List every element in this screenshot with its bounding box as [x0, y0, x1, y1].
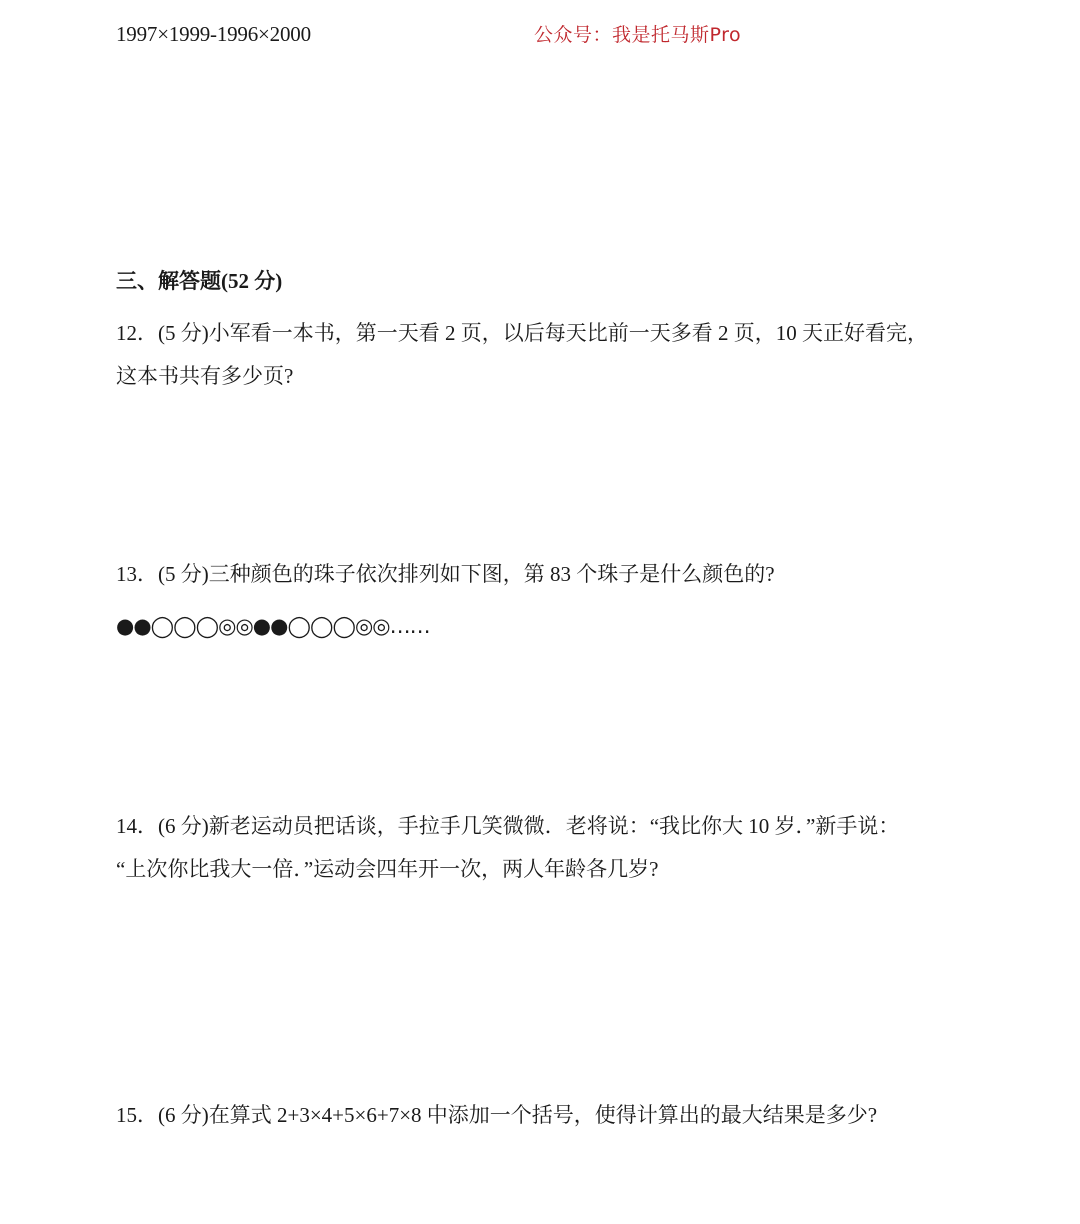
question-12-line-2: 这本书共有多少页? [116, 364, 294, 388]
bead-sequence-figure: ●●◯◯◯◎◎●●◯◯◯◎◎…… [116, 614, 430, 638]
question-14-line-2: “上次你比我大一倍．”运动会四年开一次，两人年龄各几岁? [116, 857, 659, 881]
question-14-line-1: 14．(6 分)新老运动员把话谈，手拉手几笑微微．老将说：“我比你大 10 岁．”新手说： [116, 814, 900, 838]
previous-expression: 1997×1999-1996×2000 [116, 22, 311, 46]
question-12-line-1: 12．(5 分)小军看一本书，第一天看 2 页，以后每天比前一天多看 2 页，10 天正好看完， [116, 321, 928, 345]
section-title: 三、解答题(52 分) [116, 269, 283, 293]
question-14 [116, 805, 976, 891]
question-13 [116, 553, 976, 596]
question-12 [116, 312, 976, 398]
question-15 [116, 1094, 976, 1137]
question-15-line-1: 15．(6 分)在算式 2+3×4+5×6+7×8 中添加一个括号，使得计算出的最大结果是多少? [116, 1103, 878, 1127]
watermark-text: 公众号：我是托马斯Pro [534, 24, 742, 46]
question-13-line-1: 13．(5 分)三种颜色的珠子依次排列如下图，第 83 个珠子是什么颜色的? [116, 562, 775, 586]
